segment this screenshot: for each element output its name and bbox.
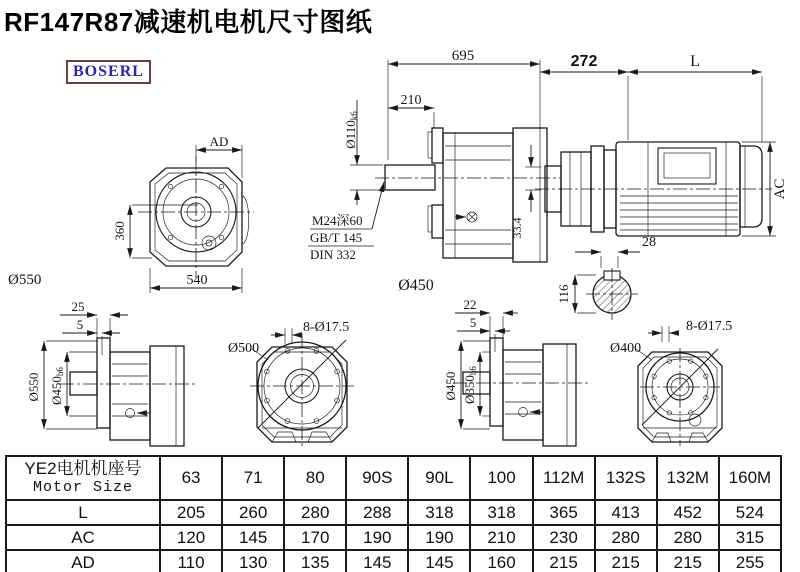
dim-22-label: 22: [463, 297, 477, 312]
frame-size-cell: 160M: [719, 456, 781, 500]
dim-value-cell: 215: [657, 550, 719, 572]
flange-side-view-2: [443, 297, 590, 446]
page-title: RF147R87减速机电机尺寸图纸: [4, 7, 373, 37]
dim-value-cell: 260: [222, 500, 284, 525]
dim-value-cell: 413: [595, 500, 657, 525]
dim-value-cell: 288: [346, 500, 408, 525]
flange-front-view-1: [228, 320, 354, 448]
dim-value-cell: 230: [533, 525, 595, 550]
dim-value-cell: 190: [408, 525, 470, 550]
dim-28-label: 28: [642, 235, 656, 250]
holes-8x17-5-label-1: 8-Ø17.5: [303, 320, 350, 335]
motor-view: [535, 53, 788, 320]
dim-value-cell: 145: [222, 525, 284, 550]
row-label-cell: L: [6, 500, 160, 525]
dim-value-cell: 205: [160, 500, 222, 525]
row-label-cell: AC: [6, 525, 160, 550]
dia-450-flange-label: Ø450: [443, 371, 458, 401]
dim-value-cell: 315: [719, 525, 781, 550]
dim-5-label-2: 5: [469, 315, 477, 330]
boserl-logo: BOSERL: [66, 60, 151, 84]
dia-500-label: Ø500: [228, 341, 260, 356]
standard-din332-label: DIN 332: [310, 247, 356, 262]
dim-L-label: L: [690, 53, 700, 70]
dim-33-4-label: 33.4: [510, 217, 524, 239]
thread-m24-label: M24深60: [312, 213, 363, 228]
dim-value-cell: 120: [160, 525, 222, 550]
table-row-L: [6, 500, 781, 525]
dim-value-cell: 280: [595, 525, 657, 550]
dia-400-label: Ø400: [610, 341, 642, 356]
dim-value-cell: 318: [470, 500, 532, 525]
table-row-AD: [6, 550, 781, 572]
holes-8x17-5-label-2: 8-Ø17.5: [686, 319, 733, 334]
dim-ad-label: AD: [209, 134, 229, 149]
dim-value-cell: 365: [533, 500, 595, 525]
flange-side-view-1: [26, 299, 196, 446]
standard-gbt145-label: GB/T 145: [310, 230, 363, 245]
dim-value-cell: 160: [470, 550, 532, 572]
dia-110k6-label: Ø110k6: [343, 111, 359, 149]
main-side-view: [308, 48, 560, 294]
frame-size-cell: 132M: [657, 456, 719, 500]
frame-size-cell: 112M: [533, 456, 595, 500]
dim-value-cell: 190: [346, 525, 408, 550]
row-label-cell: AD: [6, 550, 160, 572]
dim-360-label: 360: [112, 221, 127, 241]
frame-size-cell: 132S: [595, 456, 657, 500]
dim-value-cell: 318: [408, 500, 470, 525]
dim-116-label: 116: [556, 284, 571, 304]
dia-450h6-label: Ø450h6: [49, 367, 65, 405]
dim-540-label: 540: [186, 273, 208, 288]
flange-front-view-2: [610, 319, 732, 446]
dia-350h6-label: Ø350h6: [462, 366, 478, 404]
dim-value-cell: 255: [719, 550, 781, 572]
dim-25-label: 25: [71, 299, 85, 314]
dim-5-label: 5: [76, 317, 84, 332]
frame-size-cell: 90S: [346, 456, 408, 500]
dim-value-cell: 130: [222, 550, 284, 572]
dim-value-cell: 145: [408, 550, 470, 572]
dim-value-cell: 135: [284, 550, 346, 572]
dim-value-cell: 524: [719, 500, 781, 525]
dim-value-cell: 280: [657, 525, 719, 550]
dim-value-cell: 170: [284, 525, 346, 550]
motor-size-header-en: Motor Size: [32, 479, 133, 496]
rear-end-view: [8, 134, 254, 293]
motor-size-table: [5, 455, 782, 572]
dim-value-cell: 280: [284, 500, 346, 525]
frame-size-cell: 80: [284, 456, 346, 500]
table-row-AC: [6, 525, 781, 550]
table-header-row: [6, 456, 781, 500]
dim-272-label: 272: [570, 53, 598, 70]
dim-value-cell: 452: [657, 500, 719, 525]
dim-value-cell: 215: [595, 550, 657, 572]
frame-size-cell: 63: [160, 456, 222, 500]
motor-size-header-cell: [6, 456, 160, 500]
dim-AC-label: AC: [772, 178, 788, 200]
dim-value-cell: 215: [533, 550, 595, 572]
dia-550-label: Ø550: [8, 272, 42, 288]
dim-210-label: 210: [400, 93, 422, 108]
motor-size-header-cn: YE2电机机座号: [24, 459, 142, 478]
frame-size-cell: 71: [222, 456, 284, 500]
dim-695-label: 695: [451, 48, 475, 64]
dia-550-flange-label: Ø550: [26, 372, 41, 402]
dim-value-cell: 210: [470, 525, 532, 550]
dia-450-label: Ø450: [398, 277, 434, 294]
dim-value-cell: 145: [346, 550, 408, 572]
frame-size-cell: 100: [470, 456, 532, 500]
dim-value-cell: 110: [160, 550, 222, 572]
frame-size-cell: 90L: [408, 456, 470, 500]
